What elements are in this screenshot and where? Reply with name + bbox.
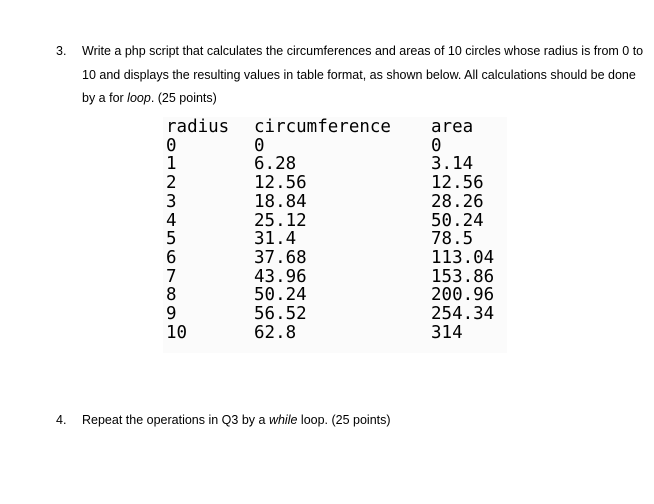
area-cell: 0 [431, 135, 442, 156]
question-3-text [82, 40, 646, 111]
radius-cell: 10 [166, 322, 188, 343]
sample-output-table [163, 117, 507, 353]
area-cell: 50.24 [431, 210, 484, 231]
area-cell: 200.96 [431, 285, 495, 306]
circumference-column [254, 118, 391, 342]
radius-cell: 6 [166, 247, 177, 268]
question-4-text [82, 409, 646, 433]
circumference-cell: 37.68 [254, 247, 307, 268]
radius-cell: 4 [166, 210, 177, 231]
area-cell: 314 [431, 322, 463, 343]
area-header: area [431, 117, 474, 137]
question-3-points: . (25 points) [150, 91, 217, 105]
area-column [431, 118, 494, 342]
question-4-number: 4. [56, 413, 67, 427]
area-cell: 28.26 [431, 191, 484, 212]
radius-cell: 7 [166, 266, 177, 287]
question-3-number: 3. [56, 44, 67, 58]
radius-cell: 0 [166, 135, 177, 156]
question-4-text-main: Repeat the operations in Q3 by a [82, 413, 269, 427]
radius-cell: 8 [166, 285, 177, 306]
area-cell: 3.14 [431, 154, 474, 175]
circumference-header: circumference [254, 117, 391, 137]
question-3-text-main: Write a php script that calculates the circumferences and areas of 10 circles whose radius is from 0 to 10 and displays the resulting values in table format, as shown below. All calculations should be done by a for [82, 44, 644, 105]
radius-cell: 5 [166, 229, 177, 250]
radius-cell: 9 [166, 304, 177, 325]
circumference-cell: 18.84 [254, 191, 307, 212]
area-cell: 153.86 [431, 266, 495, 287]
radius-cell: 3 [166, 191, 177, 212]
circumference-cell: 25.12 [254, 210, 307, 231]
circumference-cell: 56.52 [254, 304, 307, 325]
circumference-cell: 31.4 [254, 229, 297, 250]
area-cell: 113.04 [431, 247, 495, 268]
circumference-cell: 50.24 [254, 285, 307, 306]
radius-cell: 2 [166, 173, 177, 194]
question-4-loop-word: while [268, 413, 298, 427]
radius-column [166, 118, 229, 342]
question-4-points: loop. (25 points) [297, 413, 391, 427]
circumference-cell: 0 [254, 135, 265, 156]
area-cell: 12.56 [431, 173, 484, 194]
circumference-cell: 12.56 [254, 173, 307, 194]
circumference-cell: 6.28 [254, 154, 297, 175]
area-cell: 254.34 [431, 304, 495, 325]
question-4 [56, 409, 646, 433]
circumference-cell: 62.8 [254, 322, 297, 343]
radius-cell: 1 [166, 154, 177, 175]
question-3-loop-word: loop [127, 91, 151, 105]
area-cell: 78.5 [431, 229, 474, 250]
radius-header: radius [166, 117, 230, 137]
circumference-cell: 43.96 [254, 266, 307, 287]
question-3 [56, 40, 646, 111]
